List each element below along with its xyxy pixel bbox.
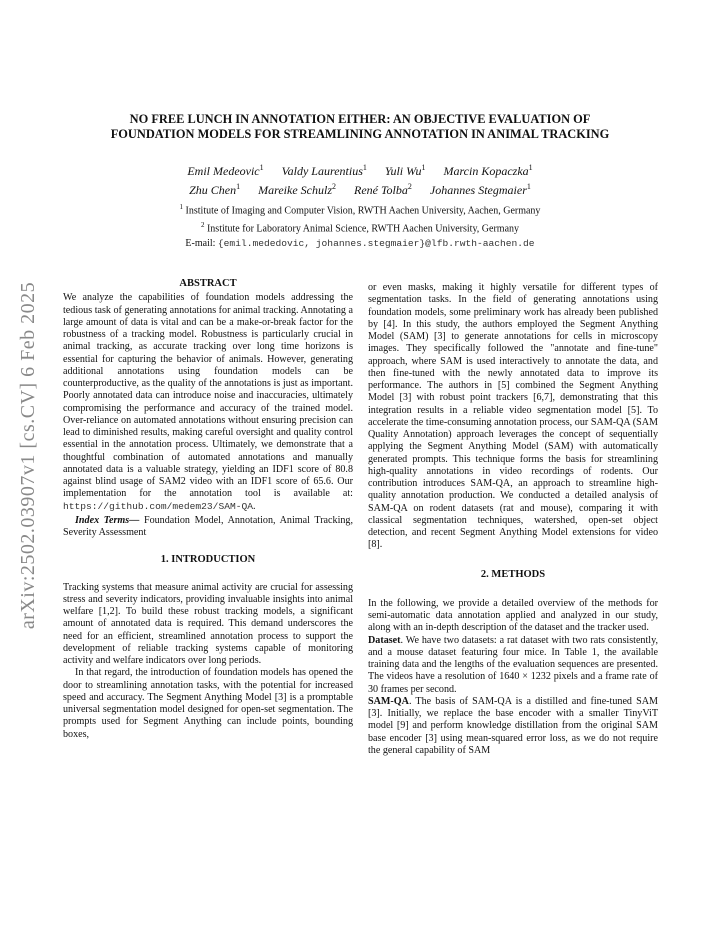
index-terms: Index Terms— Foundation Model, Annotation, Animal Tracking, Severity Assessment [63,514,353,538]
code-link[interactable]: https://github.com/medem23/SAM-QA [63,500,253,512]
methods-paragraph-1: In the following, we provide a detailed overview of the methods for semi-automatic data annotation applied and analyzed in our study, along with an in-depth description of the dataset and the tracker used. [368,597,658,634]
author: Johannes Stegmaier$^1$ [429,182,531,197]
author: Emil Medeovic$^1$ [187,163,264,178]
affiliation-1: $^1$ Institute of Imaging and Computer Vision, RWTH Aachen University, Aachen, Germany [179,203,541,217]
intro-paragraph-1: Tracking systems that measure animal activity are crucial for assessing stress and severity indicators, providing invaluable insights into animal welfare [1,2]. To build these robust tracking models, a significant amount of annotated data is required. This demand underscores the need for an efficient, streamlined annotation process to support the development of reliable tracking systems capable of monitoring activity and welfare indicators over long periods. [63,581,353,666]
author-row-2 [60,179,660,198]
abstract-text: We analyze the capabilities of foundation models addressing the tedious task of generating annotations for animal tracking. Annotating a large amount of data is vital and can be a make-or-break factor for the robustness of a tracking model. Robustness is particularly crucial in animal tracking, as accurate tracking over long time horizons is essential for capturing the behavior of animals. However, generating additional annotations using foundation models can be counterproductive, as the quality of the annotations is just as important. Poorly annotated data can introduce noise and inaccuracies, ultimately compromising the performance and accuracy of the trained model. Over-reliance on automated annotations without ensuring precision can lead to diminished results, making careful oversight and quality control essential in the annotation process. Ultimately, we demonstrate that a thoughtful combination of automated annotations and manually annotated data is a valuable strategy, yielding an IDF1 score of 80.8 against blind usage of SAM2 video with an IDF1 score of 65.6. Our implementation for the annotation tool is available at: https://github.com/medem23/SAM-QA. [63,292,353,512]
paper-title [60,112,660,142]
left-column [63,278,353,741]
right-column [368,278,658,757]
author: Marcin Kopaczka$^1$ [443,163,533,178]
intro-paragraph-2: In that regard, the introduction of foundation models has opened the door to streamlining annotation tasks, with the potential for increased speed and accuracy. The Segment Anything Model [3] is a promptable universal segmentation model designed for open-set segmentation. The prompts used for Segment Anything can include points, bounding boxes, [63,667,353,740]
arxiv-stamp-text: arXiv:2502.03907v1 [cs.CV] 6 Feb 2025 [17,281,40,629]
title-line-2: FOUNDATION MODELS FOR STREAMLINING ANNOTATION IN ANIMAL TRACKING [110,127,610,141]
author-row-1 [60,160,660,179]
email-line: E-mail: {emil.mededovic, johannes.stegmaier}@lfb.rwth-aachen.de [185,237,535,249]
introduction-heading: 1. INTRODUCTION [160,554,256,566]
author: Valdy Laurentius$^1$ [281,163,367,178]
right-paragraph-1: or even masks, making it highly versatile for different types of segmentation tasks. In the field of generating annotations using foundation models, some preliminary work has already been published by [4]. In this study, the authors employed the Segment Anything Model (SAM) [3] to generate annotations for cells in microscopy images. They specifically followed the "annotate and fine-tune" approach, where SAM is used interactively to annotate the data, and then fine-tuned with the newly annotated data to improve its performance. The authors in [5] combined the Segment Anything Model [3] with robust point trackers [6,7], demonstrating that this integration results in a reliable video segmentation model [5]. To accelerate the time-consuming annotation process, our SAM-QA (SAM Quality Annotation) approach leverages the concept of sequentially applying the Segment Anything Model (SAM) with automatically generated prompts. This technique forms the basis for streamlining high-quality annotations in video recordings of rodents. Our contribution introduces SAM-QA, an approach to streamline high-quality annotation production. We conducted a detailed analysis of SAM-QA on rodent datasets (rat and mouse), comparing it with classical segmentation techniques, watershed, open-set object detection, and recent Segment Anything Model extensions for video [8]. [368,282,658,551]
arxiv-stamp [12,240,46,670]
abstract-heading: ABSTRACT [179,278,237,289]
author: René Tolba$^2$ [354,182,412,197]
dataset-paragraph: Dataset. We have two datasets: a rat dataset with two rats consistently, and a mouse dataset featuring four mice. In Table 1, the available training data and the lengths of the evaluation sequences are presented. The videos have a resolution of 1640 × 1232 pixels and a frame rate of 30 frames per second. [368,634,658,695]
affiliation-2: $^2$ Institute for Laboratory Animal Science, RWTH Aachen University, Germany [200,221,520,235]
methods-heading: 2. METHODS [480,568,546,580]
title-line-1: NO FREE LUNCH IN ANNOTATION EITHER: AN OBJECTIVE EVALUATION OF [129,112,591,126]
author: Yuli Wu$^1$ [384,163,426,178]
author: Zhu Chen$^1$ [189,182,241,197]
samqa-paragraph: SAM-QA. The basis of SAM-QA is a distilled and fine-tuned SAM [3]. Initially, we replace the base encoder with a smaller TinyViT model [9] and perform knowledge distillation from the original SAM base encoder [3] using mean-squared error loss, as we do not require the general capability of SAM [368,695,658,756]
affiliations [60,200,660,251]
author-list [60,160,660,198]
author: Mareike Schulz$^2$ [258,182,336,197]
email-address[interactable]: {emil.mededovic, johannes.stegmaier}@lfb.rwth-aachen.de [217,237,535,249]
